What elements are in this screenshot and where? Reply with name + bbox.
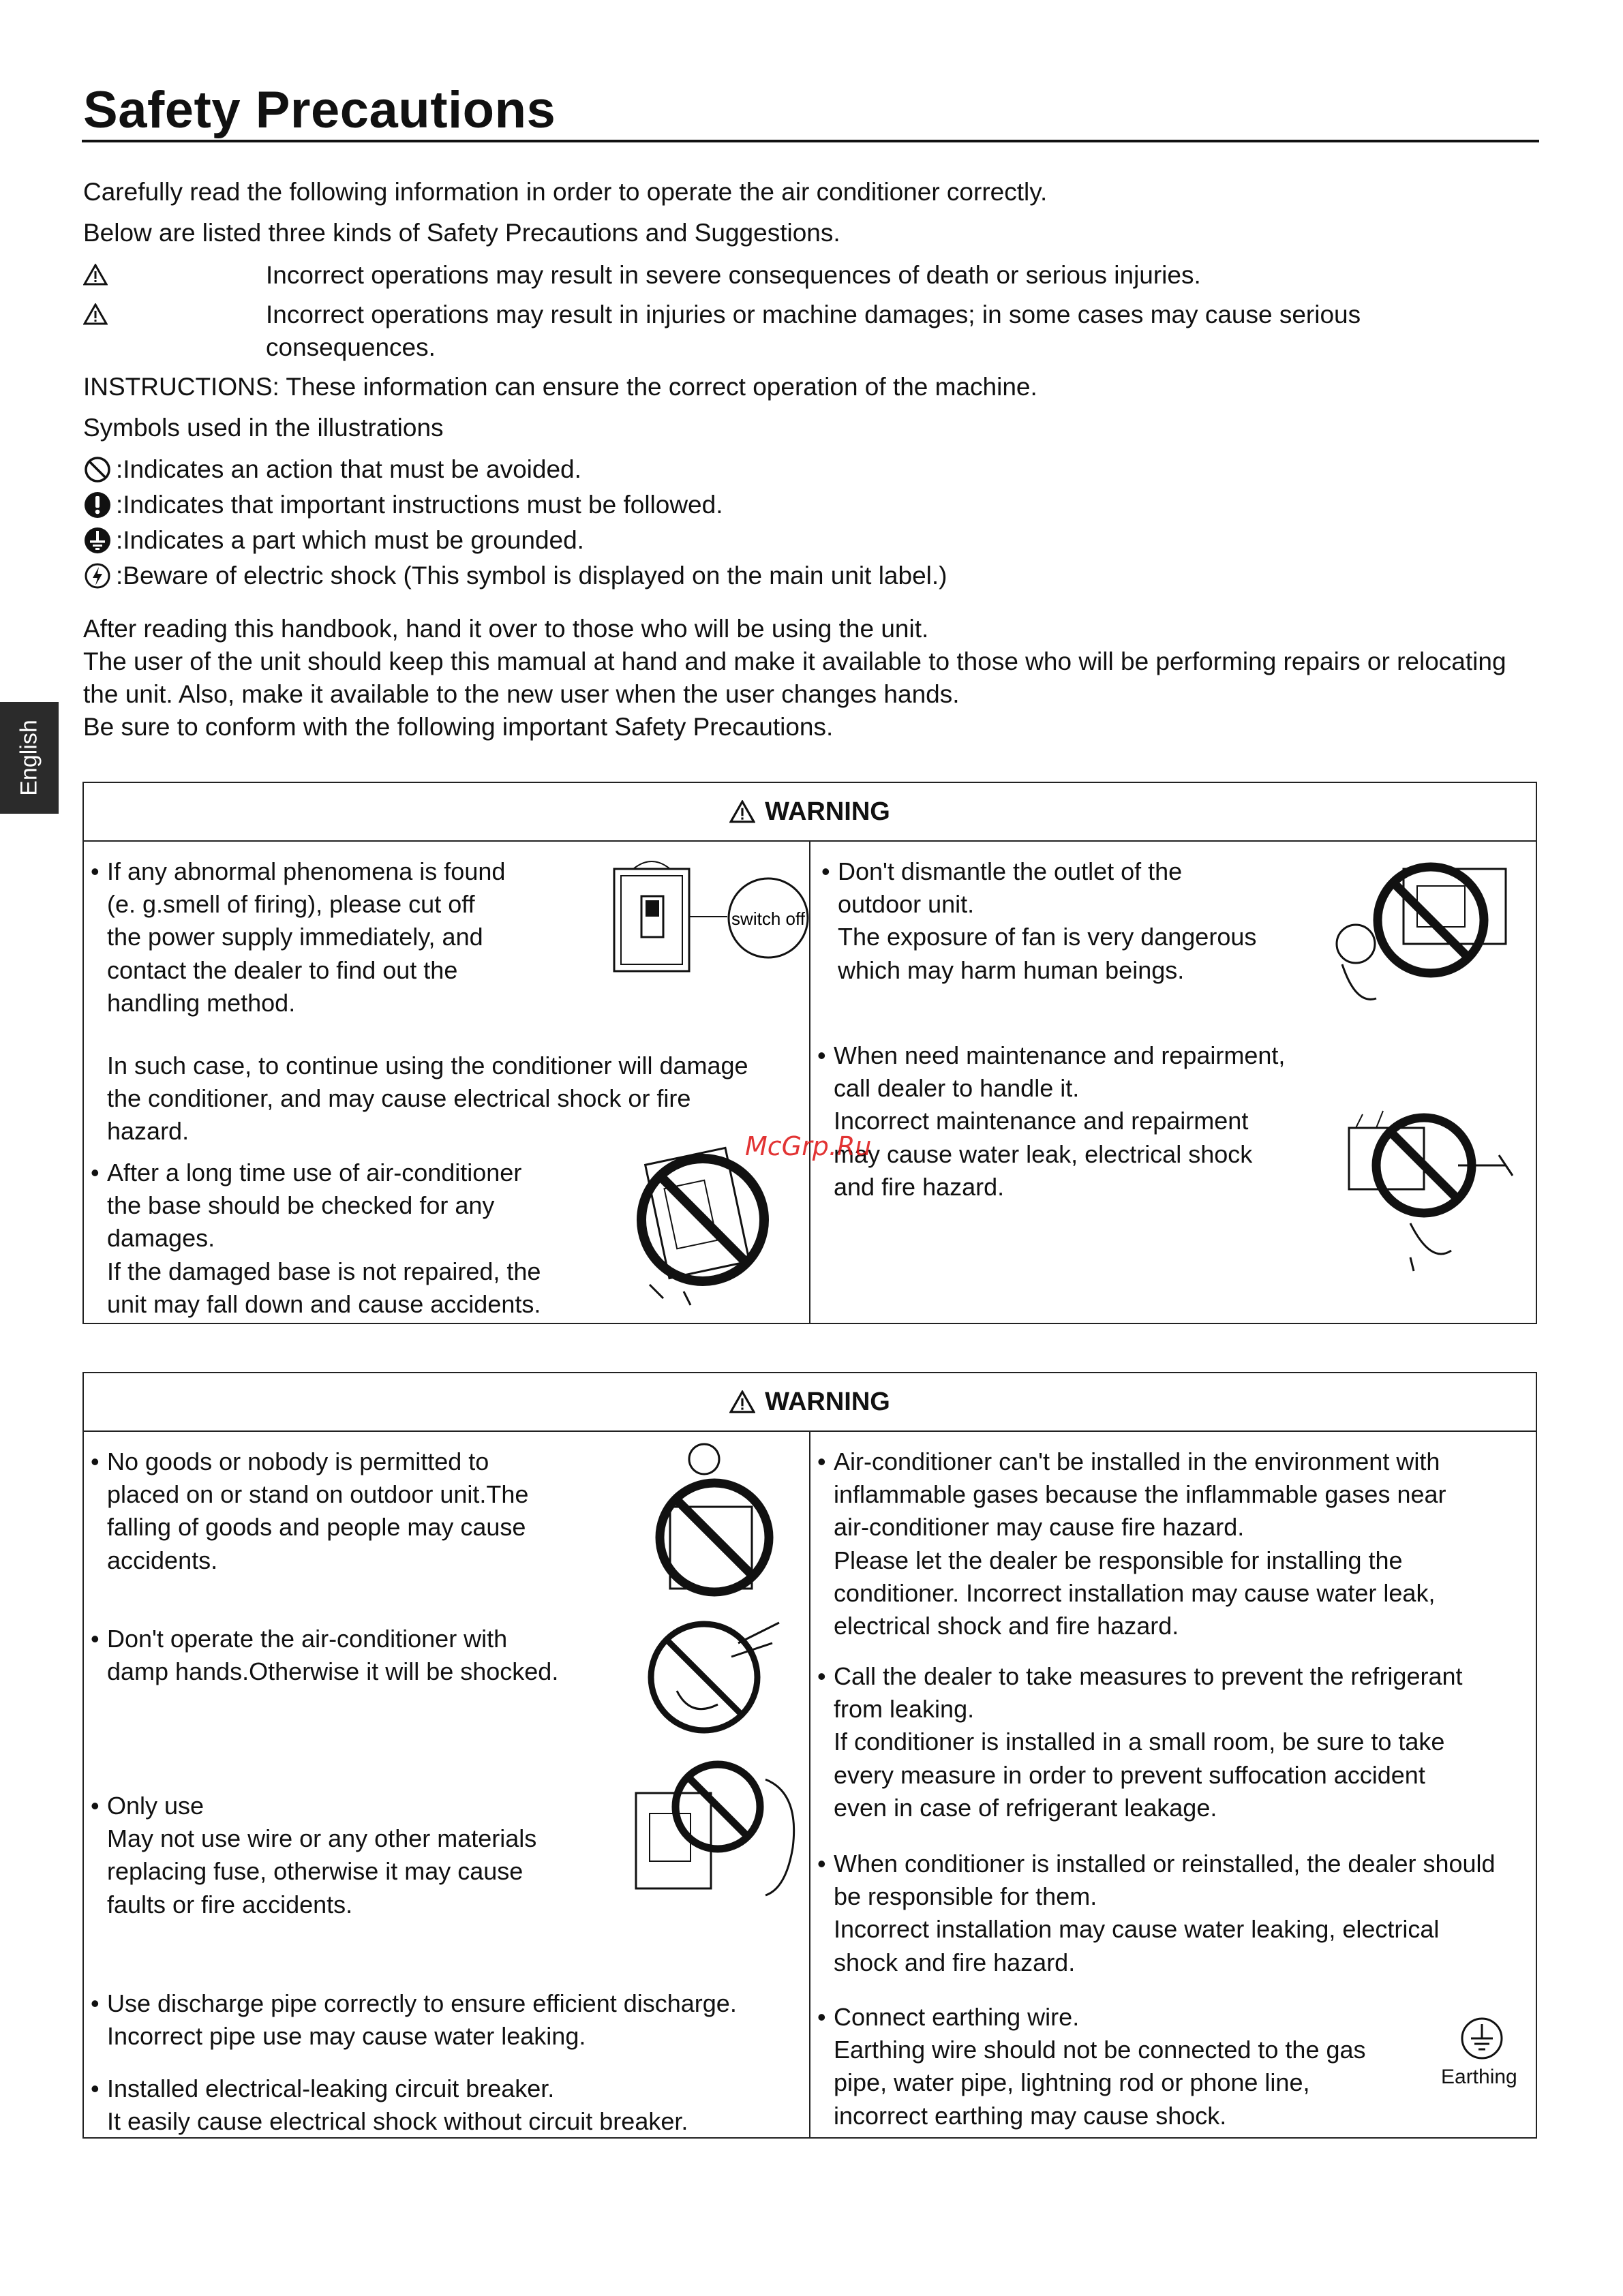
- switch-off-label: switch off: [731, 908, 805, 929]
- warning-item-discharge-pipe: • Use discharge pipe correctly to ensure efficient discharge. Incorrect pipe use may cause water leaking.: [91, 1989, 737, 2051]
- mandatory-icon: [83, 491, 112, 519]
- symbols-heading: Symbols used in the illustrations: [83, 414, 444, 442]
- warning-box-2-right-column: [810, 1432, 1536, 2139]
- warning-level-text: Incorrect operations may result in severe consequences of death or serious injuries.: [266, 261, 1201, 290]
- warning-triangle-icon: [729, 800, 755, 823]
- symbol-row-prohibited: [83, 453, 1535, 486]
- warning-item-inflammable-gas: • Air-conditioner can't be installed in the environment with inflammable gases because the inflammable gases near air-conditioner may cause fire hazard. Please let the dealer be responsible for installing the conditioner. Incorrect installation may cause water leak, electrical shock and fire hazard.: [817, 1448, 1446, 1640]
- intro-line-1: Carefully read the following information in order to operate the air conditioner correctly.: [83, 178, 1048, 206]
- para-conform: Be sure to conform with the following important Safety Precautions.: [83, 713, 834, 741]
- earthing-icon: [1458, 2015, 1506, 2062]
- intro-section: [83, 176, 1535, 744]
- para-handover: After reading this handbook, hand it over to those who will be using the unit.: [83, 614, 929, 643]
- warning-item-base-check: • After a long time use of air-conditioner the base should be checked for any damages. If the damaged base is not repaired, the unit may fall down and cause accidents.: [91, 1159, 541, 1318]
- warning-box-1-left-column: [84, 842, 810, 1324]
- warning-level-row: [83, 259, 1535, 294]
- warning-triangle-icon: [729, 1390, 755, 1413]
- warning-box-1: [82, 782, 1537, 1324]
- warning-item-damp-hands: • Don't operate the air-conditioner with damp hands.Otherwise it will be shocked.: [91, 1625, 559, 1686]
- fuse-replacement-prohibited-illustration: [629, 1752, 806, 1909]
- warning-item-fuse: • Only use May not use wire or any other materials replacing fuse, otherwise it may cause faults or fire accidents.: [91, 1792, 537, 1918]
- title-underline: [82, 140, 1539, 142]
- warning-item-circuit-breaker: • Installed electrical-leaking circuit breaker. It easily cause electrical shock without circuit breaker.: [91, 2075, 688, 2136]
- symbol-text-ground: :Indicates a part which must be grounded.: [116, 525, 584, 554]
- electric-shock-icon: [83, 562, 112, 590]
- caution-level-row: [83, 299, 1535, 364]
- symbol-row-shock: [83, 560, 1535, 592]
- symbol-text-mandatory: :Indicates that important instructions must be followed.: [116, 490, 723, 519]
- prohibited-icon: [83, 455, 112, 484]
- language-tab[interactable]: [0, 702, 59, 814]
- instructions-line: INSTRUCTIONS: These information can ensure the correct operation of the machine.: [83, 373, 1037, 401]
- warning-item-abnormal: • If any abnormal phenomena is found (e. g.smell of firing), please cut off the power supply immediately, and contact the dealer to find out the handling method.: [91, 857, 506, 1017]
- warning-box-2: [82, 1372, 1537, 2139]
- watermark-text: McGrp.Ru: [745, 1131, 872, 1161]
- caution-triangle-icon: [83, 299, 131, 364]
- symbol-text-prohibited: :Indicates an action that must be avoided.: [116, 455, 581, 483]
- standing-on-unit-prohibited-illustration: [636, 1439, 793, 1616]
- intro-line-2: Below are listed three kinds of Safety Precautions and Suggestions.: [83, 219, 840, 247]
- warning-box-1-right-column: [810, 842, 1536, 1324]
- repair-prohibited-illustration: [1335, 1087, 1533, 1285]
- power-switch-illustration: [606, 855, 810, 978]
- warning-item-continue-damage: In such case, to continue using the conditioner will damage the conditioner, and may cause electrical shock or fire hazard.: [107, 1052, 748, 1146]
- warning-item-refrigerant: • Call the dealer to take measures to prevent the refrigerant from leaking. If conditioner is installed in a small room, be sure to take every measure in order to prevent suffocation accident even in case of refrigerant leakage.: [817, 1662, 1463, 1822]
- warning-level-label: [131, 259, 266, 294]
- page-title: Safety Precautions: [83, 81, 556, 139]
- earthing-label: Earthing: [1441, 2066, 1517, 2088]
- caution-level-label: [131, 299, 266, 364]
- warning-box-2-header: [84, 1373, 1536, 1432]
- symbol-row-mandatory: [83, 489, 1535, 521]
- ground-icon: [83, 526, 112, 555]
- warning-box-2-title: WARNING: [765, 1387, 890, 1416]
- para-keep-manual: The user of the unit should keep this mamual at hand and make it available to those who will be performing repairs or relocating the unit. Also, make it available to the new user when the user changes hands.: [83, 647, 1506, 709]
- warning-box-2-left-column: [84, 1432, 810, 2139]
- fan-dismantle-prohibited-illustration: [1329, 855, 1526, 1012]
- warning-item-maintenance: • When need maintenance and repairment, call dealer to handle it. Incorrect maintenance and repairment may cause water leak, electrical shock and fire hazard.: [817, 1041, 1286, 1201]
- symbol-row-ground: [83, 524, 1535, 557]
- warning-triangle-icon: [83, 259, 131, 294]
- damp-hands-prohibited-illustration: [636, 1616, 793, 1745]
- language-tab-label: English: [16, 720, 42, 796]
- warning-item-reinstall: • When conditioner is installed or reinstalled, the dealer should be responsible for them. Incorrect installation may cause water leaking, electrical shock and fire hazard.: [817, 1850, 1496, 1976]
- symbol-text-shock: :Beware of electric shock (This symbol is displayed on the main unit label.): [116, 561, 947, 590]
- warning-box-1-title: WARNING: [765, 797, 890, 826]
- warning-item-no-standing: • No goods or nobody is permitted to placed on or stand on outdoor unit.The falling of goods and people may cause accidents.: [91, 1448, 529, 1574]
- warning-box-1-header: [84, 783, 1536, 842]
- warning-item-dismantle-outlet: • Don't dismantle the outlet of the outdoor unit. The exposure of fan is very dangerous which may harm human beings.: [821, 857, 1257, 984]
- warning-item-earthing: • Connect earthing wire. Earthing wire should not be connected to the gas pipe, water pipe, lightning rod or phone line, incorrect earthing may cause shock.: [817, 2003, 1366, 2130]
- caution-level-text: Incorrect operations may result in injuries or machine damages; in some cases may cause serious consequences.: [266, 301, 1361, 362]
